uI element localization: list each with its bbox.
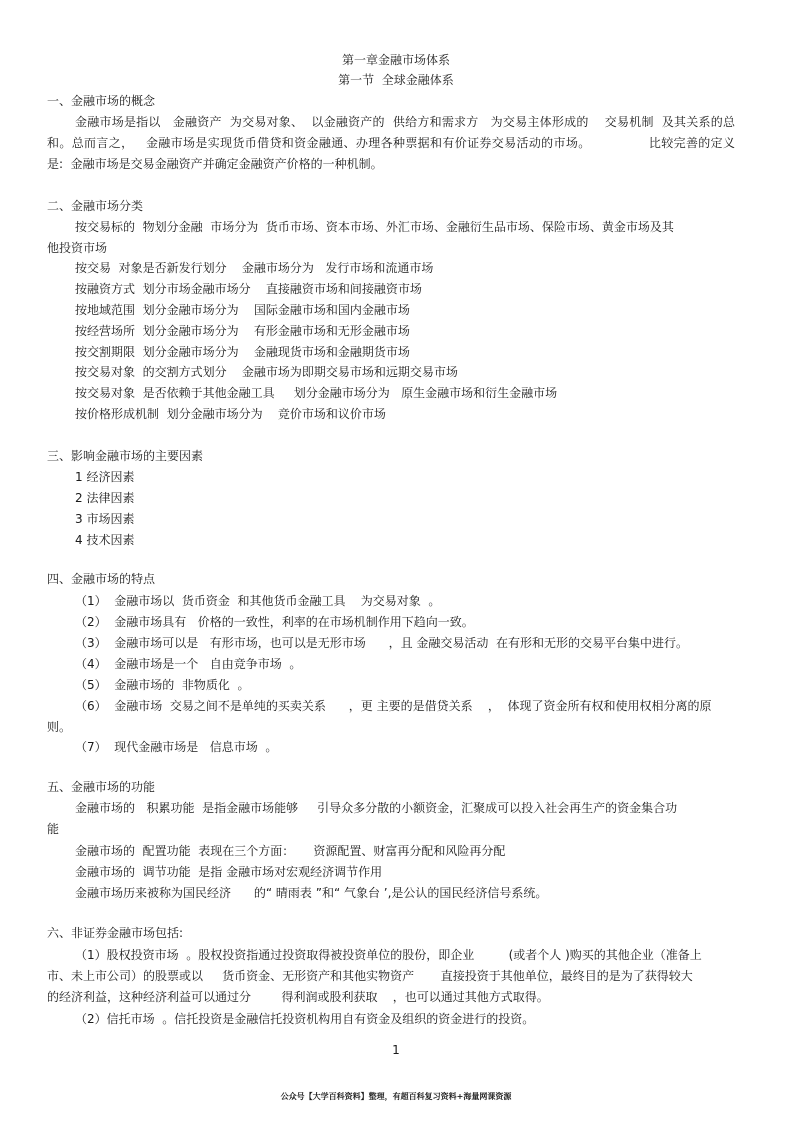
list-item: 按交易 对象是否新发行划分 金融市场分为 发行市场和流通市场: [75, 261, 434, 275]
paragraph-line: 市、未上市公司）的股票或以 货币资金、无形资产和其他实物资产 直接投资于其他单位，最终目的是为了获得较大: [47, 969, 693, 983]
list-item: （2） 金融市场具有 价格的一致性，利率的在市场机制作用下趋向一致。: [75, 615, 474, 629]
paragraph-line: 金融市场的 配置功能 表现在三个方面： 资源配置、财富再分配和风险再分配: [75, 844, 506, 858]
paragraph-line: 是: 金融市场是交易金融资产并确定金融资产价格的一种机制。: [47, 157, 383, 171]
page-number: 1: [392, 1043, 400, 1057]
list-item: （7） 现代金融市场是 信息市场 。: [75, 740, 278, 754]
heading-6: 六、非证券金融市场包括:: [47, 926, 184, 940]
paragraph-line: （1）股权投资市场 。股权投资指通过投资取得被投资单位的股份，即企业 (或者个人 )购买的其他企业（准备上: [75, 948, 702, 962]
list-item: 按交易对象 是否依赖于其他金融工具 划分金融市场分为 原生金融市场和衍生金融市场: [75, 386, 558, 400]
paragraph-line: 按交易标的 物划分金融 市场分为 货币市场、资本市场、外汇市场、金融衍生品市场、保险市场、黄金市场及其: [75, 220, 674, 234]
heading-5: 五、金融市场的功能: [47, 780, 156, 794]
paragraph-line: 金融市场的 积累功能 是指金融市场能够 引导众多分散的小额资金，汇聚成可以投入社会再生产的资金集合功: [75, 801, 678, 815]
chapter-title: 第一章金融市场体系: [341, 53, 450, 67]
paragraph-line: 他投资市场: [47, 241, 108, 255]
list-item: 3 市场因素: [75, 512, 135, 526]
list-item: （3） 金融市场可以是 有形市场，也可以是无形市场 ，且 金融交易活动 在有形和无形的交易平台集中进行。: [75, 636, 689, 650]
list-item: 按融资方式 划分市场金融市场分 直接融资市场和间接融资市场: [75, 282, 422, 296]
list-item: 按价格形成机制 划分金融市场分为 竞价市场和议价市场: [75, 407, 386, 421]
list-item: 1 经济因素: [75, 470, 135, 484]
list-item: 4 技术因素: [75, 533, 135, 547]
list-item: （1） 金融市场以 货币资金 和其他货币金融工具 为交易对象 。: [75, 594, 441, 608]
paragraph-line: 则。: [47, 720, 72, 734]
paragraph-line: （2）信托市场 。信托投资是金融信托投资机构用自有资金及组织的资金进行的投资。: [75, 1012, 535, 1026]
list-item: 按地域范围 划分金融市场分为 国际金融市场和国内金融市场: [75, 303, 410, 317]
paragraph-line: 金融市场历来被称为国民经济 的“ 晴雨表 ”和“ 气象台 ’,是公认的国民经济信号系统。: [75, 886, 548, 900]
list-item: （6） 金融市场 交易之间不是单纯的买卖关系 ，更 主要的是借贷关系 ， 体现了资金所有权和使用权相分离的原: [75, 699, 712, 713]
paragraph-line: 金融市场的 调节功能 是指 金融市场对宏观经济调节作用: [75, 865, 383, 879]
heading-2: 二、金融市场分类: [47, 199, 144, 213]
list-item: 按交割期限 划分金融市场分为 金融现货市场和金融期货市场: [75, 345, 410, 359]
heading-1: 一、金融市场的概念: [47, 94, 156, 108]
paragraph-line: 能: [47, 822, 60, 836]
list-item: 按交易对象 的交割方式划分 金融市场为即期交易市场和远期交易市场: [75, 365, 458, 379]
heading-3: 三、影响金融市场的主要因素: [47, 449, 204, 463]
list-item: 2 法律因素: [75, 491, 135, 505]
paragraph-line: 的经济利益，这种经济利益可以通过分 得利润或股利获取 ，也可以通过其他方式取得。: [47, 990, 549, 1004]
paragraph-line: 金融市场是指以 金融资产 为交易对象、 以金融资产的 供给方和需求方 为交易主体形成的 交易机制 及其关系的总: [75, 115, 735, 129]
list-item: （5） 金融市场的 非物质化 。: [75, 678, 250, 692]
section-title: 第一节 全球金融体系: [338, 73, 454, 87]
list-item: （4） 金融市场是一个 自由竞争市场 。: [75, 657, 302, 671]
footer-note: 公众号【大学百科资料】整理，有超百科复习资料+海量网课资源: [280, 1092, 512, 1101]
paragraph-line: 和。总而言之， 金融市场是实现货币借贷和资金融通、办理各种票据和有价证券交易活动的市场。 比较完善的定义: [47, 136, 735, 150]
heading-4: 四、金融市场的特点: [47, 572, 156, 586]
list-item: 按经营场所 划分金融市场分为 有形金融市场和无形金融市场: [75, 324, 410, 338]
